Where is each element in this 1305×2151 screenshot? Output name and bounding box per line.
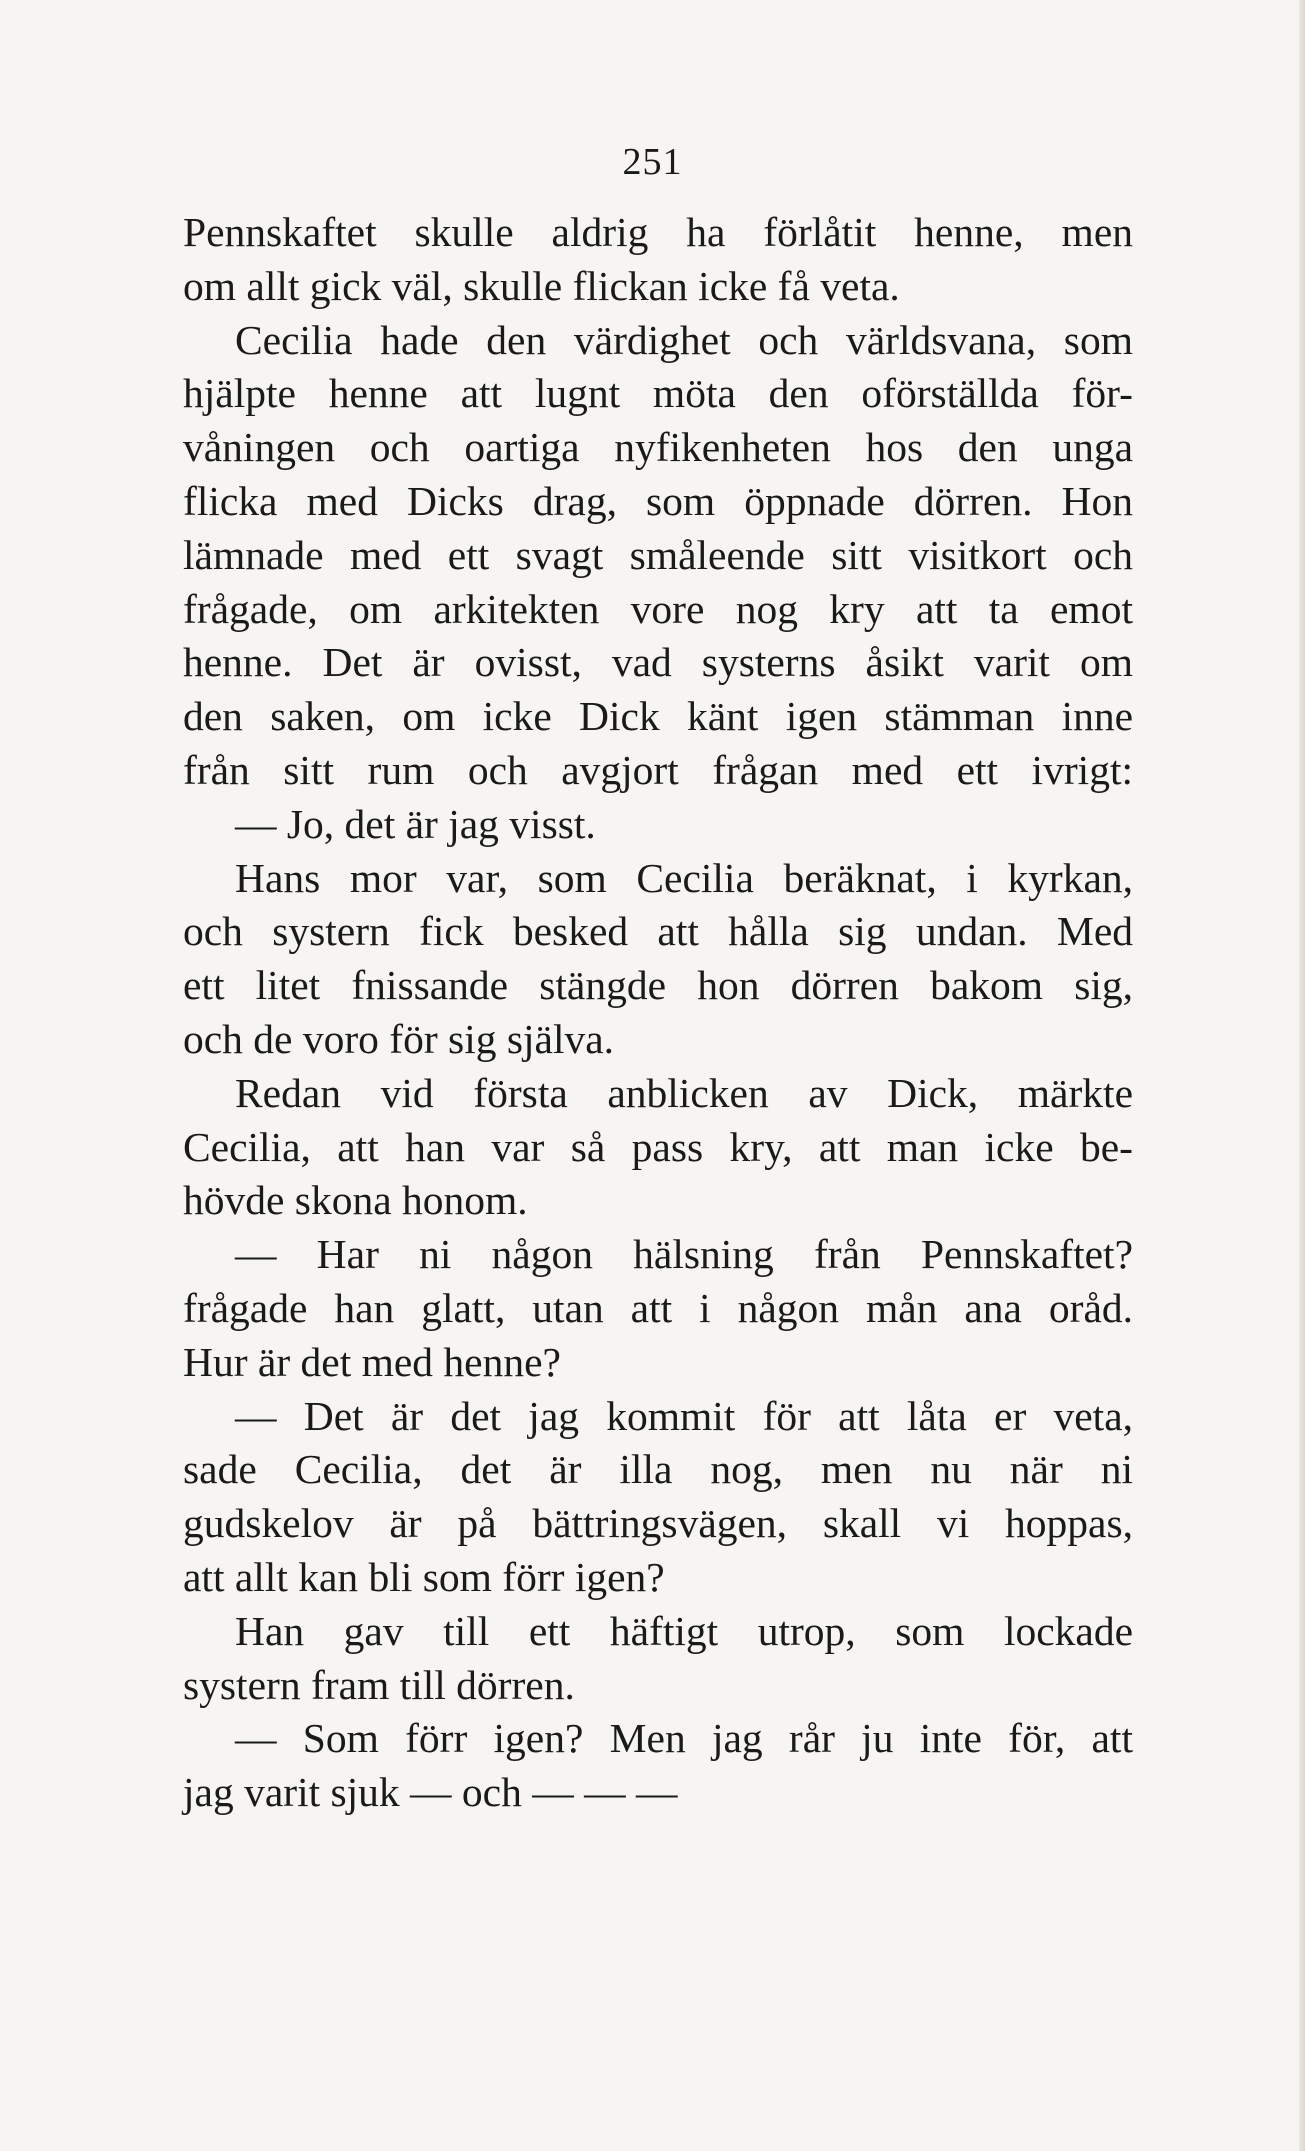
text-line: sade Cecilia, det är illa nog, men nu när ni	[183, 1446, 1133, 1493]
text-line: och systern fick besked att hålla sig undan. Med	[183, 908, 1133, 955]
text-line: Hans mor var, som Cecilia beräknat, i kyrkan,	[235, 854, 1133, 901]
text-line: — Jo, det är jag visst.	[235, 800, 596, 847]
text-line: — Har ni någon hälsning från Pennskaftet?	[235, 1231, 1133, 1278]
page-number: 251	[622, 141, 683, 183]
text-line: Han gav till ett häftigt utrop, som lockade	[235, 1607, 1133, 1654]
text-line: Redan vid första anblicken av Dick, märkte	[235, 1069, 1133, 1116]
body-text	[183, 206, 1133, 1820]
text-line: gudskelov är på bättringsvägen, skall vi hoppas,	[183, 1500, 1133, 1547]
text-line: jag varit sjuk — och — — —	[183, 1769, 678, 1816]
text-line: Cecilia, att han var så pass kry, att man icke be-	[183, 1123, 1133, 1170]
text-line: att allt kan bli som förr igen?	[183, 1553, 665, 1600]
text-line: Pennskaftet skulle aldrig ha förlåtit henne, men	[183, 209, 1133, 255]
text-line: — Det är det jag kommit för att låta er veta,	[235, 1392, 1133, 1439]
text-line: Hur är det med henne?	[183, 1338, 561, 1385]
page-edge	[1299, 0, 1305, 2151]
text-line: om allt gick väl, skulle flickan icke få veta.	[183, 262, 900, 309]
text-line: systern fram till dörren.	[183, 1661, 575, 1708]
text-line: den saken, om icke Dick känt igen stämman inne	[183, 693, 1133, 740]
text-line: hövde skona honom.	[183, 1177, 528, 1224]
text-line: Cecilia hade den värdighet och världsvana, som	[235, 316, 1133, 363]
text-line: flicka med Dicks drag, som öppnade dörren. Hon	[183, 477, 1133, 524]
text-line: frågade han glatt, utan att i någon mån ana oråd.	[183, 1284, 1133, 1331]
text-line: lämnade med ett svagt småleende sitt visitkort och	[183, 531, 1133, 578]
text-line: och de voro för sig själva.	[183, 1015, 615, 1062]
text-line: — Som förr igen? Men jag rår ju inte för, att	[235, 1715, 1133, 1762]
text-line: från sitt rum och avgjort frågan med ett ivrigt:	[183, 746, 1133, 793]
text-line: ett litet fnissande stängde hon dörren bakom sig,	[183, 962, 1133, 1009]
text-line: hjälpte henne att lugnt möta den oförställda för-	[183, 370, 1133, 417]
text-line: frågade, om arkitekten vore nog kry att ta emot	[183, 585, 1133, 632]
text-line: våningen och oartiga nyfikenheten hos den unga	[183, 424, 1133, 471]
text-line: henne. Det är ovisst, vad systerns åsikt varit om	[183, 639, 1133, 686]
